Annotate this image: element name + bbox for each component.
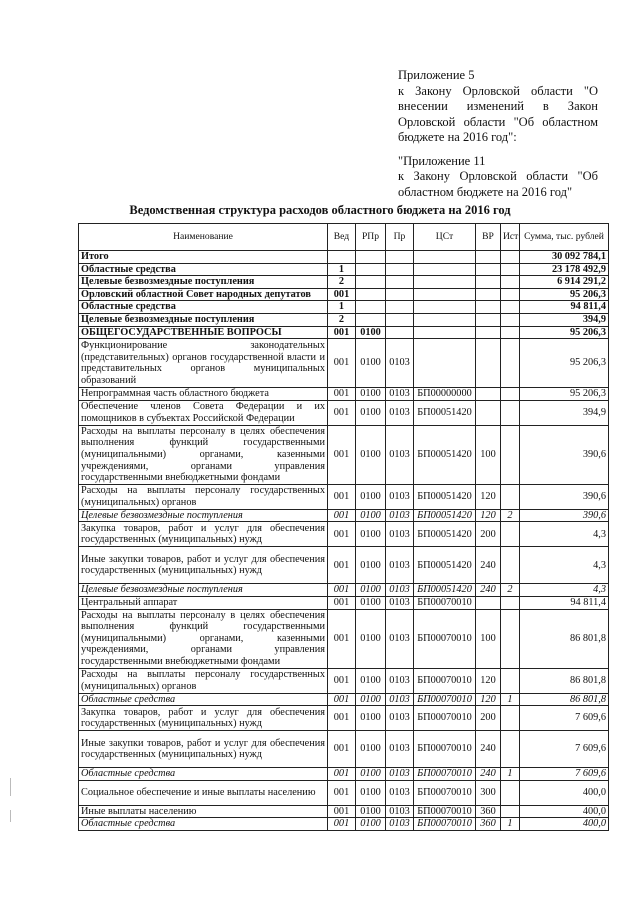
- annex-line: Орловской области "Об областном: [398, 114, 598, 129]
- cell-rpr: 0100: [356, 509, 386, 522]
- cell-sum: 86 801,8: [520, 609, 609, 668]
- cell-sum: 4,3: [520, 522, 609, 547]
- cell-vr: [476, 301, 501, 314]
- table-row: [79, 400, 609, 425]
- cell-sum: 400,0: [520, 805, 609, 818]
- cell-pr: 0103: [386, 818, 414, 831]
- cell-pr: [386, 313, 414, 326]
- table-row: [79, 584, 609, 597]
- cell-ist: [501, 301, 520, 314]
- column-header-vr: ВР: [476, 224, 501, 251]
- cell-ist: [501, 805, 520, 818]
- cell-vr: 200: [476, 706, 501, 731]
- cell-ist: [501, 251, 520, 264]
- cell-ved: 001: [328, 509, 356, 522]
- cell-sum: 7 609,6: [520, 706, 609, 731]
- cell-pr: 0103: [386, 706, 414, 731]
- cell-sum: 95 206,3: [520, 339, 609, 388]
- cell-ved: 2: [328, 313, 356, 326]
- cell-rpr: 0100: [356, 425, 386, 484]
- table-row: [79, 339, 609, 388]
- cell-sum: 400,0: [520, 780, 609, 805]
- cell-cst: БП00051420: [414, 425, 476, 484]
- cell-rpr: [356, 288, 386, 301]
- table-row: [79, 313, 609, 326]
- cell-vr: [476, 251, 501, 264]
- cell-name: Орловский областной Совет народных депутатов: [79, 288, 328, 301]
- column-header-sum: Сумма, тыс. рублей: [520, 224, 609, 251]
- budget-table: [78, 223, 609, 831]
- cell-vr: 120: [476, 668, 501, 693]
- cell-ved: 001: [328, 818, 356, 831]
- cell-ved: 001: [328, 805, 356, 818]
- cell-name: Целевые безвозмездные поступления: [79, 584, 328, 597]
- cell-cst: БП00070010: [414, 780, 476, 805]
- cell-ved: 1: [328, 263, 356, 276]
- cell-pr: 0103: [386, 425, 414, 484]
- cell-ved: 2: [328, 276, 356, 289]
- annex-line: областном бюджете на 2016 год": [398, 184, 573, 199]
- cell-rpr: 0100: [356, 400, 386, 425]
- cell-ist: [501, 313, 520, 326]
- cell-pr: 0103: [386, 668, 414, 693]
- cell-ved: 001: [328, 522, 356, 547]
- cell-name: ОБЩЕГОСУДАРСТВЕННЫЕ ВОПРОСЫ: [79, 326, 328, 339]
- cell-ist: [501, 484, 520, 509]
- cell-pr: 0103: [386, 805, 414, 818]
- cell-vr: 240: [476, 584, 501, 597]
- cell-name: Социальное обеспечение и иные выплаты населению: [79, 780, 328, 805]
- cell-pr: 0103: [386, 768, 414, 781]
- cell-name: Областные средства: [79, 301, 328, 314]
- cell-name: Функционирование законодательных (представительных) органов государственной власти и представительных органов муниципальных образований: [79, 339, 328, 388]
- cell-cst: [414, 326, 476, 339]
- cell-pr: 0103: [386, 547, 414, 584]
- annex-line: к Закону Орловской области "О: [398, 83, 598, 98]
- cell-cst: БП00051420: [414, 509, 476, 522]
- cell-cst: БП00070010: [414, 693, 476, 706]
- cell-name: Иные закупки товаров, работ и услуг для обеспечения государственных (муниципальных) нужд: [79, 547, 328, 584]
- cell-cst: [414, 301, 476, 314]
- cell-rpr: 0100: [356, 584, 386, 597]
- cell-rpr: 0100: [356, 596, 386, 609]
- cell-sum: 86 801,8: [520, 693, 609, 706]
- cell-ist: [501, 596, 520, 609]
- cell-ved: 001: [328, 547, 356, 584]
- cell-pr: 0103: [386, 609, 414, 668]
- cell-ist: 1: [501, 818, 520, 831]
- cell-vr: [476, 339, 501, 388]
- cell-cst: [414, 263, 476, 276]
- cell-ist: 1: [501, 693, 520, 706]
- cell-sum: 7 609,6: [520, 768, 609, 781]
- cell-sum: 30 092 784,1: [520, 251, 609, 264]
- table-row: [79, 425, 609, 484]
- cell-vr: [476, 263, 501, 276]
- cell-ved: 001: [328, 288, 356, 301]
- cell-sum: 94 811,4: [520, 596, 609, 609]
- cell-name: Расходы на выплаты персоналу в целях обеспечения выполнения функций государственными (муниципальными) органами, казенными учреждениями, органами управления государственными внебюджетными фондами: [79, 609, 328, 668]
- cell-cst: БП00051420: [414, 522, 476, 547]
- cell-rpr: 0100: [356, 609, 386, 668]
- cell-name: Обеспечение членов Совета Федерации и их помощников в субъектах Российской Федерации: [79, 400, 328, 425]
- cell-cst: БП00070010: [414, 768, 476, 781]
- table-row: [79, 276, 609, 289]
- table-row: [79, 251, 609, 264]
- cell-vr: [476, 313, 501, 326]
- cell-name: Итого: [79, 251, 328, 264]
- cell-cst: БП00070010: [414, 706, 476, 731]
- cell-ist: [501, 609, 520, 668]
- cell-pr: 0103: [386, 780, 414, 805]
- cell-rpr: [356, 301, 386, 314]
- table-row: [79, 547, 609, 584]
- cell-sum: 95 206,3: [520, 326, 609, 339]
- cell-vr: 240: [476, 768, 501, 781]
- cell-sum: 390,6: [520, 509, 609, 522]
- cell-vr: [476, 388, 501, 401]
- cell-vr: [476, 400, 501, 425]
- cell-pr: 0103: [386, 693, 414, 706]
- cell-rpr: 0100: [356, 805, 386, 818]
- cell-name: Закупка товаров, работ и услуг для обеспечения государственных (муниципальных) нужд: [79, 706, 328, 731]
- cell-ist: [501, 339, 520, 388]
- cell-cst: БП00070010: [414, 609, 476, 668]
- cell-name: Областные средства: [79, 818, 328, 831]
- table-row: [79, 706, 609, 731]
- cell-rpr: 0100: [356, 388, 386, 401]
- cell-ist: [501, 522, 520, 547]
- cell-ved: 001: [328, 768, 356, 781]
- cell-name: Расходы на выплаты персоналу государственных (муниципальных) органов: [79, 484, 328, 509]
- cell-sum: 394,9: [520, 313, 609, 326]
- cell-name: Целевые безвозмездные поступления: [79, 313, 328, 326]
- cell-rpr: 0100: [356, 522, 386, 547]
- cell-cst: БП00051420: [414, 484, 476, 509]
- cell-cst: [414, 288, 476, 301]
- cell-vr: 300: [476, 780, 501, 805]
- cell-rpr: 0100: [356, 326, 386, 339]
- cell-pr: [386, 276, 414, 289]
- cell-vr: 240: [476, 731, 501, 768]
- cell-cst: [414, 339, 476, 388]
- cell-ist: 2: [501, 509, 520, 522]
- cell-sum: 23 178 492,9: [520, 263, 609, 276]
- table-row: [79, 263, 609, 276]
- cell-name: Центральный аппарат: [79, 596, 328, 609]
- cell-vr: 360: [476, 818, 501, 831]
- table-row: [79, 484, 609, 509]
- table-row: [79, 596, 609, 609]
- cell-cst: БП00070010: [414, 596, 476, 609]
- cell-vr: 360: [476, 805, 501, 818]
- cell-sum: 86 801,8: [520, 668, 609, 693]
- column-header-rpr: РПр: [356, 224, 386, 251]
- cell-rpr: 0100: [356, 339, 386, 388]
- cell-rpr: [356, 313, 386, 326]
- cell-ist: [501, 400, 520, 425]
- annex-line: [398, 146, 598, 154]
- cell-ved: 001: [328, 584, 356, 597]
- cell-ist: [501, 706, 520, 731]
- cell-ved: 001: [328, 596, 356, 609]
- cell-ved: 001: [328, 339, 356, 388]
- cell-ist: [501, 288, 520, 301]
- cell-ved: 1: [328, 301, 356, 314]
- cell-cst: БП00051420: [414, 400, 476, 425]
- cell-ist: [501, 780, 520, 805]
- cell-rpr: 0100: [356, 731, 386, 768]
- cell-ved: 001: [328, 400, 356, 425]
- cell-sum: 6 914 291,2: [520, 276, 609, 289]
- cell-pr: 0103: [386, 400, 414, 425]
- cell-ved: 001: [328, 484, 356, 509]
- cell-rpr: 0100: [356, 818, 386, 831]
- cell-ved: 001: [328, 780, 356, 805]
- cell-pr: [386, 301, 414, 314]
- cell-name: Областные средства: [79, 263, 328, 276]
- cell-rpr: [356, 251, 386, 264]
- cell-pr: 0103: [386, 584, 414, 597]
- cell-cst: [414, 313, 476, 326]
- table-row: [79, 388, 609, 401]
- table-row: [79, 731, 609, 768]
- table-header-row: [79, 224, 609, 251]
- table-row: [79, 288, 609, 301]
- cell-sum: 95 206,3: [520, 288, 609, 301]
- cell-ved: 001: [328, 693, 356, 706]
- cell-pr: 0103: [386, 339, 414, 388]
- cell-ist: [501, 668, 520, 693]
- annex-line: внесении изменений в Закон: [398, 99, 598, 113]
- table-row: [79, 693, 609, 706]
- cell-rpr: [356, 276, 386, 289]
- cell-name: Целевые безвозмездные поступления: [79, 276, 328, 289]
- cell-rpr: [356, 263, 386, 276]
- cell-ist: [501, 425, 520, 484]
- cell-sum: 4,3: [520, 547, 609, 584]
- table-row: [79, 509, 609, 522]
- cell-pr: 0103: [386, 731, 414, 768]
- cell-rpr: 0100: [356, 768, 386, 781]
- cell-ist: 1: [501, 768, 520, 781]
- cell-cst: БП00070010: [414, 818, 476, 831]
- cell-sum: 390,6: [520, 425, 609, 484]
- cell-cst: БП00051420: [414, 547, 476, 584]
- cell-cst: БП00070010: [414, 805, 476, 818]
- table-row: [79, 768, 609, 781]
- column-header-name: Наименование: [79, 224, 328, 251]
- cell-pr: [386, 251, 414, 264]
- column-header-ved: Вед: [328, 224, 356, 251]
- annex-note: [398, 68, 598, 200]
- cell-rpr: 0100: [356, 547, 386, 584]
- cell-pr: [386, 288, 414, 301]
- cell-rpr: 0100: [356, 693, 386, 706]
- cell-ved: 001: [328, 706, 356, 731]
- cell-ved: [328, 251, 356, 264]
- cell-ist: [501, 326, 520, 339]
- cell-vr: 120: [476, 484, 501, 509]
- cell-pr: 0103: [386, 522, 414, 547]
- cell-name: Целевые безвозмездные поступления: [79, 509, 328, 522]
- cell-name: Непрограммная часть областного бюджета: [79, 388, 328, 401]
- cell-vr: [476, 276, 501, 289]
- table-row: [79, 609, 609, 668]
- cell-name: Расходы на выплаты персоналу государственных (муниципальных) органов: [79, 668, 328, 693]
- table-row: [79, 780, 609, 805]
- cell-rpr: 0100: [356, 668, 386, 693]
- cell-ved: 001: [328, 668, 356, 693]
- cell-sum: 400,0: [520, 818, 609, 831]
- column-header-ist: Ист: [501, 224, 520, 251]
- cell-pr: 0103: [386, 509, 414, 522]
- cell-name: Иные закупки товаров, работ и услуг для обеспечения государственных (муниципальных) нужд: [79, 731, 328, 768]
- cell-vr: [476, 596, 501, 609]
- cell-ist: [501, 731, 520, 768]
- cell-name: Областные средства: [79, 693, 328, 706]
- cell-pr: 0103: [386, 484, 414, 509]
- cell-ist: 2: [501, 584, 520, 597]
- cell-rpr: 0100: [356, 780, 386, 805]
- cell-pr: 0103: [386, 596, 414, 609]
- page-title: Ведомственная структура расходов областного бюджета на 2016 год: [129, 203, 511, 217]
- cell-vr: 120: [476, 509, 501, 522]
- cell-ist: [501, 388, 520, 401]
- cell-ist: [501, 276, 520, 289]
- column-header-cst: ЦСт: [414, 224, 476, 251]
- table-row: [79, 818, 609, 831]
- cell-ved: 001: [328, 731, 356, 768]
- cell-sum: 7 609,6: [520, 731, 609, 768]
- cell-sum: 4,3: [520, 584, 609, 597]
- cell-ved: 001: [328, 609, 356, 668]
- cell-name: Закупка товаров, работ и услуг для обеспечения государственных (муниципальных) нужд: [79, 522, 328, 547]
- cell-name: Областные средства: [79, 768, 328, 781]
- table-row: [79, 668, 609, 693]
- cell-pr: [386, 326, 414, 339]
- cell-ved: 001: [328, 388, 356, 401]
- cell-cst: БП00070010: [414, 668, 476, 693]
- cell-cst: БП00000000: [414, 388, 476, 401]
- cell-rpr: 0100: [356, 484, 386, 509]
- cell-name: Расходы на выплаты персоналу в целях обеспечения выполнения функций государственными (муниципальными) органами, казенными учреждениями, органами управления государственными внебюджетными фондами: [79, 425, 328, 484]
- annex-line: к Закону Орловской области "Об: [398, 169, 598, 183]
- cell-sum: 94 811,4: [520, 301, 609, 314]
- table-row: [79, 805, 609, 818]
- cell-pr: 0103: [386, 388, 414, 401]
- cell-vr: 100: [476, 609, 501, 668]
- cell-sum: 95 206,3: [520, 388, 609, 401]
- annex-line: бюджете на 2016 год":: [398, 130, 517, 144]
- cell-cst: [414, 251, 476, 264]
- cell-ist: [501, 263, 520, 276]
- cell-rpr: 0100: [356, 706, 386, 731]
- cell-vr: 100: [476, 425, 501, 484]
- cell-name: Иные выплаты населению: [79, 805, 328, 818]
- margin-mark: [10, 778, 11, 796]
- cell-vr: [476, 326, 501, 339]
- cell-ved: 001: [328, 326, 356, 339]
- cell-sum: 390,6: [520, 484, 609, 509]
- cell-cst: [414, 276, 476, 289]
- margin-mark: [10, 810, 11, 822]
- annex-line: Приложение 5: [398, 68, 475, 82]
- annex-line: "Приложение 11: [398, 153, 486, 168]
- cell-vr: 200: [476, 522, 501, 547]
- table-row: [79, 326, 609, 339]
- cell-ist: [501, 547, 520, 584]
- table-row: [79, 301, 609, 314]
- cell-cst: БП00051420: [414, 584, 476, 597]
- cell-sum: 394,9: [520, 400, 609, 425]
- cell-pr: [386, 263, 414, 276]
- cell-vr: [476, 288, 501, 301]
- cell-cst: БП00070010: [414, 731, 476, 768]
- column-header-pr: Пр: [386, 224, 414, 251]
- table-row: [79, 522, 609, 547]
- cell-ved: 001: [328, 425, 356, 484]
- cell-vr: 240: [476, 547, 501, 584]
- cell-vr: 120: [476, 693, 501, 706]
